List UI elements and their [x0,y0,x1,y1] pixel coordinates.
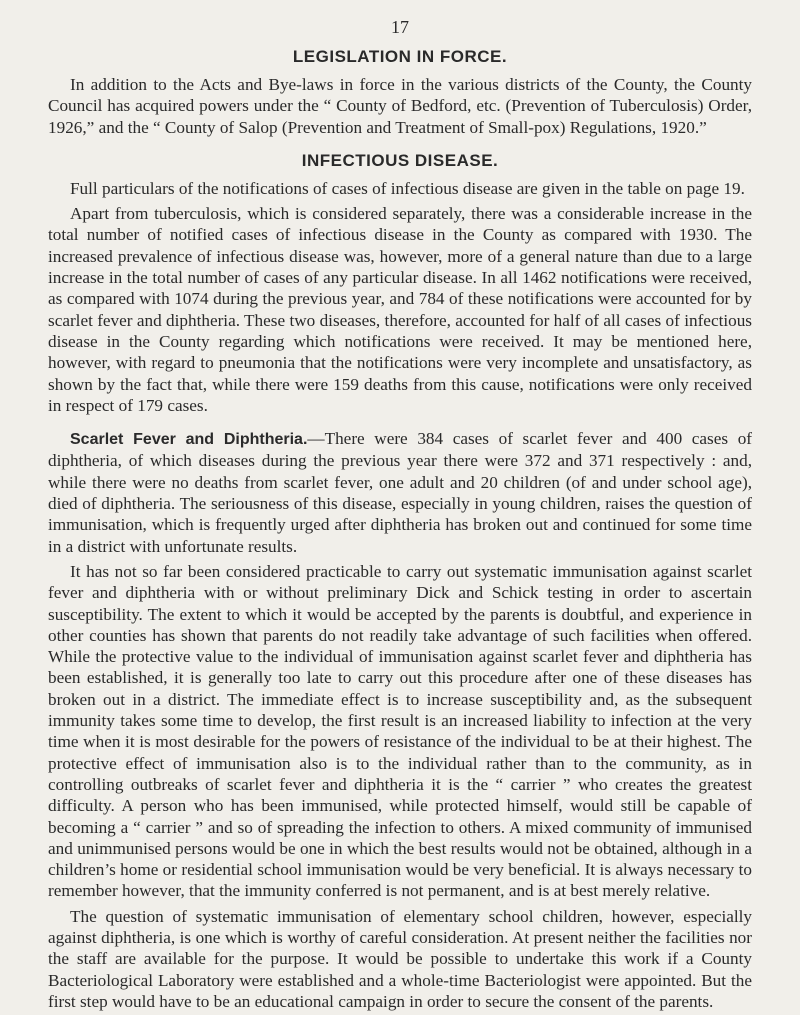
infectious-paragraph-1: Full particulars of the notifications of cases of infectious disease are given in the table on page 19. [70,178,745,198]
scarlet-fever-section [48,428,752,1012]
infectious-paragraph-2: Apart from tuberculosis, which is considered separately, there was a considerable increase in the total number of notified cases of infectious disease in the County as compared with 1930. The increased prevalence of infectious disease was, however, more of a general nature than due to a large increase in the total number of cases of any particular disease. In all 1462 notifications were received, as compared with 1074 during the previous year, and 784 of these notifications were accounted for by scarlet fever and diphtheria. These two diseases, therefore, accounted for half of all cases of infectious disease in the County regarding which notifications were received. It may be mentioned here, however, with regard to pneumonia that the notifications were very incomplete and unsatisfactory, as shown by the fact that, while there were 159 deaths from this cause, notifications were only received in respect of 179 cases. [48,204,752,415]
page-number: 17 [391,17,409,37]
scarlet-paragraph-2: It has not so far been considered practicable to carry out systematic immunisation against scarlet fever and diphtheria with or without preliminary Dick and Schick testing in order to ascertain susceptibility. The extent to which it would be accepted by the parents is doubtful, and experience in other counties has shown that parents do not readily take advantage of such facilities when offered. While the protective value to the individual of immunisation against scarlet fever and diphtheria has been established, it is generally too late to carry out this procedure after one of these diseases has broken out in a district. The immediate effect is to increase susceptibility and, as the subsequent immunity takes some time to develop, the first result is an increased liability to infection at the very time when it is most desirable for the powers of resistance of the individual to be at their highest. The protective effect of immunisation also is to the individual rather than to the community, as in controlling outbreaks of scarlet fever and diphtheria it is the “ carrier ” who creates the greatest difficulty. A person who has been immunised, while protected himself, would still be capable of becoming a “ carrier ” and so of spreading the infection to others. A mixed community of immunised and unimmunised persons would be one in which the best results would not be obtained, although in a children’s home or residential school immunisation would be very beneficial. It is always necessary to remember however, that the immunity conferred is not permanent, and is at best merely relative. [48,561,752,901]
legislation-paragraph: In addition to the Acts and Bye-laws in force in the various districts of the County, the County Council has acquired powers under the “ County of Bedford, etc. (Prevention of Tuberculosis) Order, 1926,” and the “ County of Salop (Prevention and Treatment of Small-pox) Regulations, 1920.” [48,75,752,137]
legislation-section [48,46,752,138]
infectious-disease-heading: INFECTIOUS DISEASE. [301,150,499,170]
scarlet-run-heading: Scarlet Fever and Diphtheria. [70,431,308,449]
scarlet-paragraph-1-text: —There were 384 cases of scarlet fever and 400 cases of diphtheria, of which diseases during the previous year there were 372 and 371 respectively : and, while there were no deaths from scarlet fever, one adult and 20 children (of and under school age), died of diphtheria. The seriousness of this disease, especially in young children, raises the question of immunisation, which is frequently urged after diphtheria has broken out and continued for some time in a district with unfortunate results. [48,429,753,556]
infectious-disease-section [48,150,752,416]
scarlet-paragraph-1 [48,428,752,557]
legislation-heading: LEGISLATION IN FORCE. [292,47,508,66]
scarlet-paragraph-3: The question of systematic immunisation of elementary school children, however, especially against diphtheria, is one which is worthy of careful consideration. At present neither the facilities nor the staff are available for the purpose. It would be possible to undertake this work if a County Bacteriological Laboratory were established and a whole-time Bacteriologist were appointed. But the first step would have to be an educational campaign in order to secure the consent of the parents. [48,906,752,1011]
